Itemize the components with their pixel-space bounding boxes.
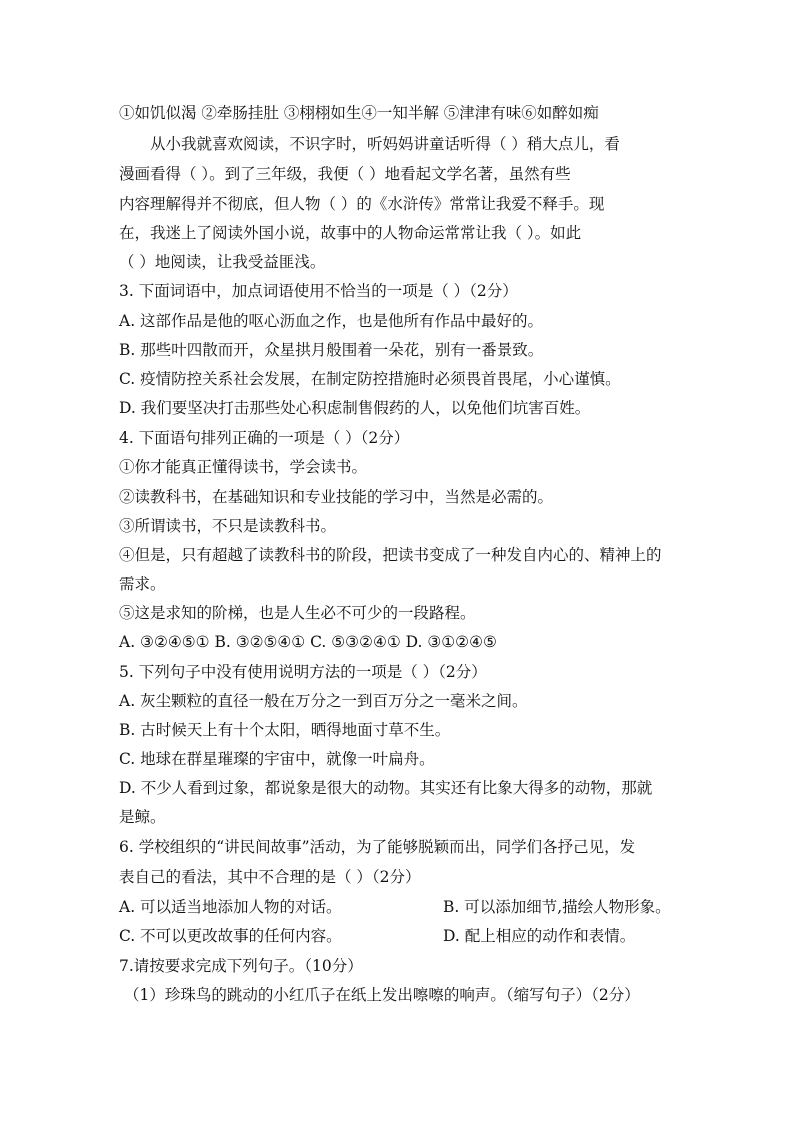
q6-option-a: A. 可以适当地添加人物的对话。 — [119, 898, 342, 916]
q6-option-b: B. 可以添加细节,描绘人物形象。 — [443, 898, 671, 916]
passage-line-1: 从小我就喜欢阅读，不识字时，听妈妈讲童话听得（ ）稍大点儿，看 — [150, 135, 620, 153]
passage-line-5: （ ）地阅读，让我受益匪浅。 — [119, 253, 326, 271]
q4-sentence-2: ②读教科书，在基础知识和专业技能的学习中，当然是必需的。 — [119, 488, 554, 506]
q4-sentence-3: ③所谓读书，不只是读教科书。 — [119, 517, 337, 535]
q6-option-c: C. 不可以更改故事的任何内容。 — [119, 927, 342, 945]
q5-option-c: C. 地球在群星璀璨的宇宙中，就像一叶扁舟。 — [119, 750, 435, 768]
q5-option-d-cont: 是鲸。 — [119, 808, 166, 826]
q3-option-b: B. 那些叶四散而开，众星拱月般围着一朵花，别有一番景致。 — [119, 341, 544, 359]
word-bank: ①如饥似渴 ②牵肠挂肚 ③栩栩如生④一知半解 ⑤津津有味⑥如醉如痴 — [119, 104, 599, 122]
q5-option-d: D. 不少人看到过象，都说象是很大的动物。其实还有比象大得多的动物，那就 — [119, 779, 653, 797]
q3-option-a: A. 这部作品是他的呕心沥血之作，也是他所有作品中最好的。 — [119, 312, 544, 330]
passage-line-2: 漫画看得（ ）。到了三年级，我便（ ）地看起文学名著，虽然有些 — [119, 165, 571, 183]
q4-sentence-4: ④但是，只有超越了读教科书的阶段，把读书变成了一种发自内心的、精神上的 — [119, 546, 662, 564]
passage-line-3: 内容理解得并不彻底，但人物（ ）的《水浒传》常常让我爱不释手。现 — [119, 195, 605, 213]
q4-sentence-5: ⑤这是求知的阶梯，也是人生必不可少的一段路程。 — [119, 604, 476, 622]
q4-options: A. ③②④⑤① B. ③②⑤④① C. ⑤③②④① D. ③①②④⑤ — [119, 633, 497, 651]
q5-option-b: B. 古时候天上有十个太阳，晒得地面寸草不生。 — [119, 721, 451, 739]
q3-option-d: D. 我们要坚决打击那些处心积虑制售假药的人，以免他们坑害百姓。 — [119, 399, 591, 417]
q4-sentence-4-cont: 需求。 — [119, 575, 166, 593]
question-4: 4. 下面语句排列正确的一项是（ ）（2分） — [119, 429, 410, 447]
question-3: 3. 下面词语中，加点词语使用不恰当的一项是（ ）（2分） — [119, 282, 518, 300]
q6-option-d: D. 配上相应的动作和表情。 — [443, 927, 636, 945]
question-6: 6. 学校组织的“讲民间故事”活动，为了能够脱颖而出，同学们各抒己见，发 — [119, 838, 636, 856]
question-5: 5. 下列句子中没有使用说明方法的一项是（ ）（2分） — [119, 663, 487, 681]
question-7: 7.请按要求完成下列句子。（10分） — [119, 957, 363, 975]
passage-line-4: 在，我迷上了阅读外国小说，故事中的人物命运常常让我（ ）。如此 — [119, 224, 582, 242]
q3-option-c: C. 疫情防控关系社会发展，在制定防控措施时必须畏首畏尾，小心谨慎。 — [119, 370, 621, 388]
q5-option-a: A. 灰尘颗粒的直径一般在万分之一到百万分之一毫米之间。 — [119, 692, 528, 710]
q7-item-1: （1）珍珠鸟的跳动的小红爪子在纸上发出嚓嚓的响声。（缩写句子）（2分） — [124, 986, 640, 1004]
question-6-cont: 表自己的看法，其中不合理的是（ ）（2分） — [119, 868, 421, 886]
q4-sentence-1: ①你才能真正懂得读书，学会读书。 — [119, 458, 368, 476]
